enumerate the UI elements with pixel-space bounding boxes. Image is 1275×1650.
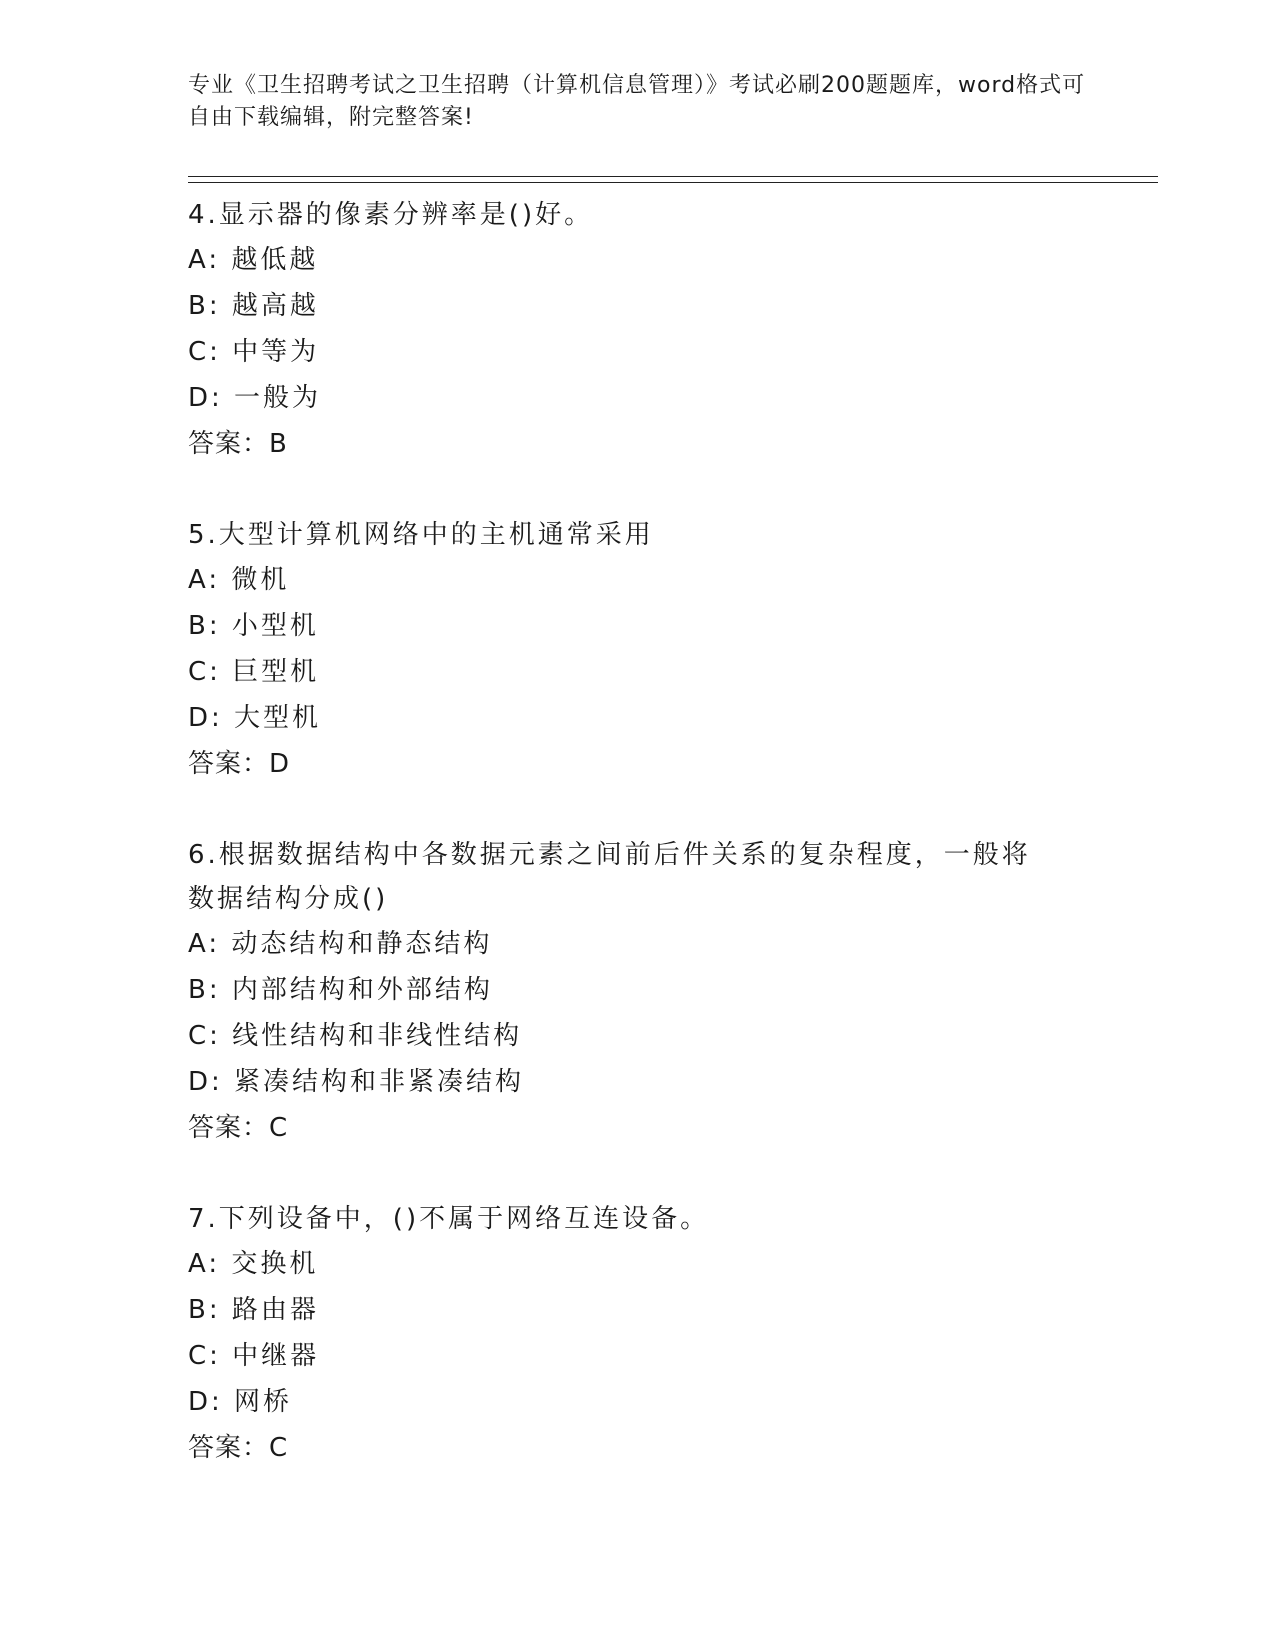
question-4 — [188, 193, 1158, 467]
option-c: C: 中继器 — [188, 1341, 320, 1371]
option-c: C: 巨型机 — [188, 657, 320, 687]
header-divider — [188, 176, 1158, 183]
option-d: D: 网桥 — [188, 1387, 293, 1417]
answer-line: 答案：C — [188, 1433, 289, 1463]
option-a: A: 微机 — [188, 565, 290, 595]
answer-line: 答案：D — [188, 749, 291, 779]
question-stem: 7.下列设备中，()不属于网络互连设备。 — [188, 1204, 710, 1234]
option-c: C: 中等为 — [188, 337, 320, 367]
question-6 — [188, 833, 1158, 1151]
answer-line: 答案：C — [188, 1113, 289, 1143]
option-b: B: 越高越 — [188, 291, 319, 321]
document-header: 专业《卫生招聘考试之卫生招聘（计算机信息管理）》考试必刷200题题库，word格式可自由下载编辑，附完整答案! — [188, 73, 1086, 130]
option-d: D: 一般为 — [188, 383, 322, 413]
question-stem: 5.大型计算机网络中的主机通常采用 — [188, 520, 654, 550]
option-d: D: 紧凑结构和非紧凑结构 — [188, 1067, 525, 1097]
question-list — [188, 193, 1158, 1471]
option-a: A: 交换机 — [188, 1249, 319, 1279]
answer-line: 答案：B — [188, 429, 288, 459]
document-page — [188, 70, 1158, 1517]
option-b: B: 内部结构和外部结构 — [188, 975, 493, 1005]
option-c: C: 线性结构和非线性结构 — [188, 1021, 523, 1051]
option-a: A: 动态结构和静态结构 — [188, 929, 493, 959]
option-d: D: 大型机 — [188, 703, 322, 733]
question-7 — [188, 1197, 1158, 1471]
question-stem: 6.根据数据结构中各数据元素之间前后件关系的复杂程度，一般将数据结构分成() — [188, 840, 1031, 914]
option-b: B: 路由器 — [188, 1295, 319, 1325]
question-5 — [188, 513, 1158, 787]
question-stem: 4.显示器的像素分辨率是()好。 — [188, 200, 594, 230]
option-b: B: 小型机 — [188, 611, 319, 641]
option-a: A: 越低越 — [188, 245, 319, 275]
